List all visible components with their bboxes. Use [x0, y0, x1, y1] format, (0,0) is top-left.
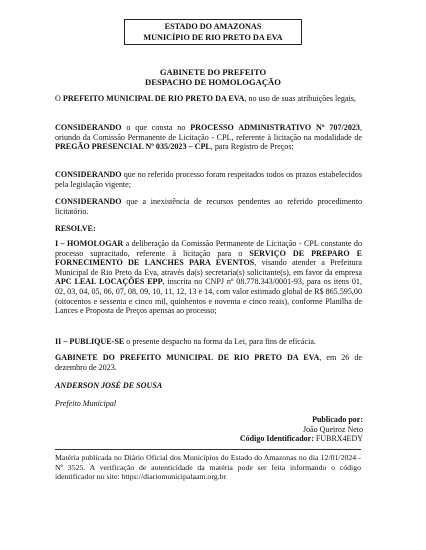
service-description: SERVIÇO DE PREPARO E FORNECIMENTO DE LANCHES PARA EVENTOS	[55, 248, 362, 268]
published-by-label: Publicado por:	[312, 415, 363, 424]
code-label: Código Identificador:	[239, 434, 314, 443]
footer-divider	[55, 449, 361, 450]
document-title	[0, 67, 426, 87]
intro-paragraph: O PREFEITO MUNICIPAL DE RIO PRETO DA EVA, no uso de suas atribuições legais,	[55, 94, 356, 103]
resolve-heading: RESOLVE:	[55, 224, 96, 233]
item-homologar: I – HOMOLOGAR a deliberação da Comissão Permanente de Licitação - CPL constante do processo supracitado, referente à licitação para o SERVIÇO DE PREPARO E FORNECIMENTO DE LANCHES PARA EVENTOS, visando atender a Prefeitura Municipal de Rio Preto da Eva, através da(s) secretaria(s) solicitante(s), em favor da empresa APC LEAL LOCAÇÕES EPP, inscrita no CNPJ nº 08.778.343/0001-93, para os itens 01, 02, 03, 04, 05, 06, 07, 08, 09, 10, 11, 12, 13 e 14, com valor estimado global de R$ 865.595,00 (oitocentos e sessenta e cinco mil, quinhentos e noventa e cinco reais), conforme Planilha de Lances e Proposta de Preços apensas ao processo;	[55, 239, 362, 316]
publisher-name: João Queiroz Neto	[303, 424, 363, 434]
item-publique: II – PUBLIQUE-SE o presente despacho na forma da Lei, para fins de eficácia.	[55, 337, 316, 346]
considerando-2: CONSIDERANDO que no referido processo foram respeitados todos os prazos estabelecidos pela legislação vigente;	[55, 170, 362, 189]
publication-info	[213, 415, 363, 444]
municipality-name: MUNICÍPIO DE RIO PRETO DA EVA	[143, 32, 283, 42]
process-number: PROCESSO ADMINISTRATIVO Nº 707/2023	[190, 123, 360, 132]
identifier-code: FUBRX4EDY	[315, 434, 363, 443]
state-name: ESTADO DO AMAZONAS	[164, 22, 262, 31]
footer-note: Matéria publicada no Diário Oficial dos Municípios do Estado do Amazonas no dia 12/01/2024 - Nº 3525. A verificação de autenticidade da matéria pode ser feita informando o código identificador no site: https://diariomunicipalaam.org.br	[55, 453, 361, 481]
considerando-1: CONSIDERANDO o que consta no PROCESSO ADMINISTRATIVO Nº 707/2023, oriundo da Comissão Permanente de Licitação - CPL, referente à licitação na modalidade de PREGÃO PRESENCIAL Nº 035/2023 – CPL, para Registro de Preços;	[55, 123, 362, 152]
considerando-3: CONSIDERANDO que a inexistência de recursos pendentes ao referido procedimento licitatório.	[55, 197, 362, 216]
state-header-box	[124, 19, 302, 45]
signatory-role: Prefeito Municipal	[55, 399, 117, 408]
signatory-name: ANDERSON JOSÉ DE SOUSA	[55, 381, 163, 390]
mayor-title: PREFEITO MUNICIPAL DE RIO PRETO DA EVA	[62, 94, 245, 103]
office-title: GABINETE DO PREFEITO	[159, 67, 267, 77]
company-name: APC LEAL LOCAÇÕES EPP	[55, 277, 163, 287]
pregao-number: PREGÃO PRESENCIAL Nº 035/2023 – CPL	[55, 142, 211, 152]
closing-paragraph: GABINETE DO PREFEITO MUNICIPAL DE RIO PRETO DA EVA, em 26 de dezembro de 2023.	[55, 353, 362, 372]
dispatch-title: DESPACHO DE HOMOLOGAÇÃO	[145, 77, 281, 87]
